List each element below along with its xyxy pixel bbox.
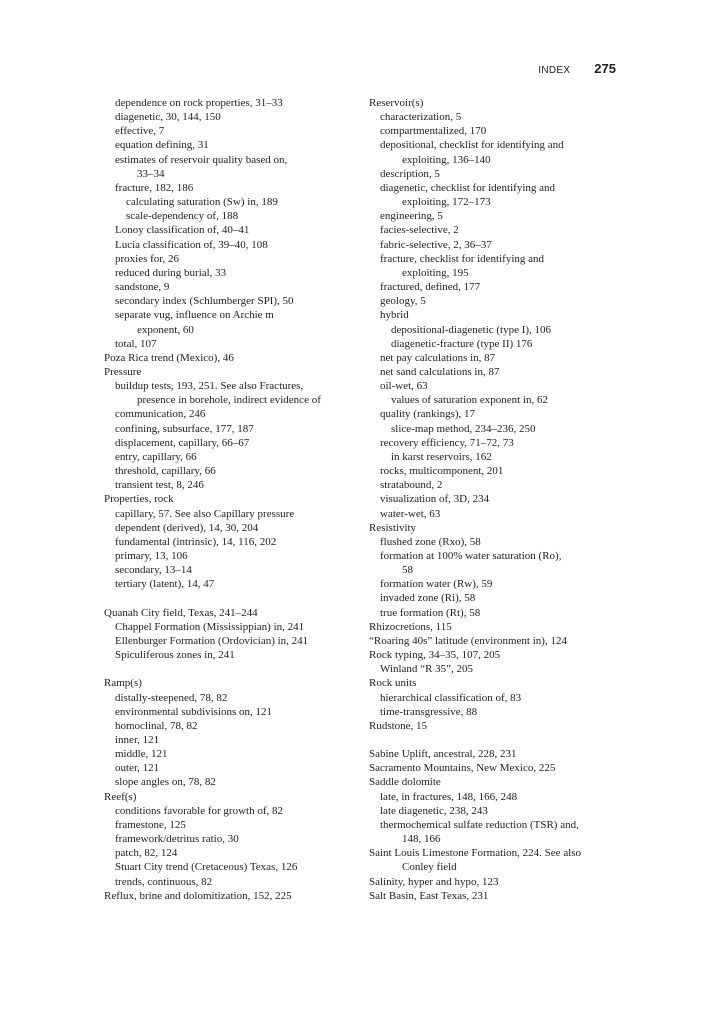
index-main-entry: Reservoir(s) <box>369 97 424 109</box>
index-sub-entry: exploiting, 172–173 <box>402 196 491 209</box>
index-sub-entry: depositional-diagenetic (type I), 106 <box>391 323 552 336</box>
index-main-entry: Salt Basin, East Texas, 231 <box>369 889 489 902</box>
index-sub-entry: 33–34 <box>137 167 165 180</box>
index-column-left <box>104 96 366 903</box>
index-sub-entry: late diagenetic, 238, 243 <box>380 804 488 817</box>
index-sub-entry: 58 <box>402 564 413 577</box>
index-main-entry: Reef(s) <box>104 790 137 803</box>
index-sub-entry: separate vug, influence on Archie m <box>115 309 274 322</box>
index-sub-entry: homoclinal, 78, 82 <box>115 719 198 732</box>
index-sub-entry: rocks, multicomponent, 201 <box>380 465 504 478</box>
index-sub-entry: distally-steepened, 78, 82 <box>115 691 228 704</box>
index-sub-entry: diagenetic, 30, 144, 150 <box>115 111 221 124</box>
index-sub-entry: characterization, 5 <box>380 111 462 124</box>
index-sub-entry: flushed zone (Rxo), 58 <box>380 535 481 548</box>
index-sub-entry: communication, 246 <box>115 408 206 421</box>
index-sub-entry: formation water (Rw), 59 <box>380 578 493 591</box>
running-head: INDEX <box>538 65 571 76</box>
index-sub-entry: conditions favorable for growth of, 82 <box>115 804 284 817</box>
index-sub-entry: Winland “R 35”, 205 <box>380 663 474 676</box>
index-sub-entry: transient test, 8, 246 <box>115 479 204 492</box>
index-sub-entry: buildup tests, 193, 251. See also Fractures, <box>115 380 304 393</box>
index-sub-entry: equation defining, 31 <box>115 139 209 152</box>
index-sub-entry: recovery efficiency, 71–72, 73 <box>380 436 514 449</box>
index-sub-entry: inner, 121 <box>115 734 160 746</box>
index-sub-entry: entry, capillary, 66 <box>115 450 197 463</box>
index-sub-entry: total, 107 <box>115 337 157 350</box>
index-sub-entry: depositional, checklist for identifying and <box>380 139 564 152</box>
index-main-entry: Sabine Uplift, ancestral, 228, 231 <box>369 748 517 761</box>
index-sub-entry: hierarchical classification of, 83 <box>380 691 522 704</box>
index-sub-entry: estimates of reservoir quality based on, <box>115 153 288 166</box>
index-sub-entry: slice-map method, 234–236, 250 <box>391 422 536 435</box>
index-sub-entry: fabric-selective, 2, 36–37 <box>380 238 492 251</box>
index-sub-entry: Lucia classification of, 39–40, 108 <box>115 238 268 251</box>
index-sub-entry: stratabound, 2 <box>380 479 443 492</box>
index-sub-entry: outer, 121 <box>115 762 160 775</box>
index-sub-entry: Chappel Formation (Mississippian) in, 241 <box>115 620 305 633</box>
index-sub-entry: hybrid <box>380 309 409 322</box>
index-sub-entry: secondary index (Schlumberger SPI), 50 <box>115 295 294 308</box>
index-sub-entry: time-transgressive, 88 <box>380 705 478 718</box>
index-sub-entry: water-wet, 63 <box>380 507 441 520</box>
index-sub-entry: exponent, 60 <box>137 323 194 336</box>
index-sub-entry: formation at 100% water saturation (Ro), <box>380 550 562 562</box>
index-sub-entry: true formation (Rt), 58 <box>380 606 481 619</box>
index-sub-entry: tertiary (latent), 14, 47 <box>115 578 215 591</box>
index-sub-entry: description, 5 <box>380 167 440 180</box>
index-sub-entry: patch, 82, 124 <box>115 847 178 860</box>
index-main-entry: Properties, rock <box>104 493 174 506</box>
index-sub-entry: middle, 121 <box>115 748 168 761</box>
index-sub-entry: visualization of, 3D, 234 <box>380 493 490 506</box>
index-sub-entry: dependence on rock properties, 31–33 <box>115 97 283 109</box>
index-sub-entry: threshold, capillary, 66 <box>115 465 216 478</box>
index-sub-entry: framestone, 125 <box>115 818 186 831</box>
index-sub-entry: facies-selective, 2 <box>380 224 459 237</box>
index-sub-entry: 148, 166 <box>402 833 441 846</box>
index-sub-entry: fracture, 182, 186 <box>115 181 194 194</box>
index-main-entry: Rock typing, 34–35, 107, 205 <box>369 649 501 662</box>
index-sub-entry: oil-wet, 63 <box>380 380 428 393</box>
index-sub-entry: calculating saturation (Sw) in, 189 <box>126 196 278 209</box>
index-sub-entry: sandstone, 9 <box>115 281 170 294</box>
index-sub-entry: slope angles on, 78, 82 <box>115 776 216 789</box>
index-main-entry: Poza Rica trend (Mexico), 46 <box>104 351 234 364</box>
index-main-entry: Ramp(s) <box>104 677 142 690</box>
index-sub-entry: effective, 7 <box>115 125 165 138</box>
index-sub-entry: presence in borehole, indirect evidence of <box>137 394 321 407</box>
index-sub-entry: engineering, 5 <box>380 210 443 223</box>
page-number: 275 <box>594 61 616 76</box>
index-sub-entry: framework/detritus ratio, 30 <box>115 833 239 846</box>
index-sub-entry: fracture, checklist for identifying and <box>380 252 545 265</box>
index-sub-entry: capillary, 57. See also Capillary pressure <box>115 507 295 520</box>
index-main-entry: Sacramento Mountains, New Mexico, 225 <box>369 762 556 775</box>
index-main-entry: Rhizocretions, 115 <box>369 620 452 633</box>
index-sub-entry: Lonoy classification of, 40–41 <box>115 224 250 237</box>
index-sub-entry: diagenetic-fracture (type II) 176 <box>391 337 533 350</box>
index-main-entry: Salinity, hyper and hypo, 123 <box>369 875 499 888</box>
index-sub-entry: scale-dependency of, 188 <box>126 210 239 223</box>
index-sub-entry: invaded zone (Ri), 58 <box>380 592 476 605</box>
index-sub-entry: reduced during burial, 33 <box>115 266 227 279</box>
page-header <box>538 61 616 76</box>
index-sub-entry: environmental subdivisions on, 121 <box>115 705 273 718</box>
index-sub-entry: primary, 13, 106 <box>115 550 188 562</box>
index-sub-entry: exploiting, 195 <box>402 266 469 279</box>
index-sub-entry: confining, subsurface, 177, 187 <box>115 422 254 435</box>
index-sub-entry: trends, continuous, 82 <box>115 875 213 888</box>
index-sub-entry: exploiting, 136–140 <box>402 153 491 166</box>
index-sub-entry: quality (rankings), 17 <box>380 408 476 421</box>
index-sub-entry: compartmentalized, 170 <box>380 125 487 138</box>
index-sub-entry: in karst reservoirs, 162 <box>391 450 492 463</box>
index-sub-entry: secondary, 13–14 <box>115 564 192 577</box>
index-sub-entry: net pay calculations in, 87 <box>380 351 496 364</box>
section-gap <box>369 733 631 747</box>
index-sub-entry: Spiculiferous zones in, 241 <box>115 649 235 662</box>
index-sub-entry: geology, 5 <box>380 295 426 308</box>
index-main-entry: Rudstone, 15 <box>369 719 428 732</box>
index-sub-entry: proxies for, 26 <box>115 252 180 265</box>
section-gap <box>104 591 366 605</box>
index-sub-entry: fractured, defined, 177 <box>380 281 481 294</box>
index-column-right <box>369 96 631 903</box>
index-main-entry: Saddle dolomite <box>369 776 441 789</box>
section-gap <box>104 662 366 676</box>
index-main-entry: Reflux, brine and dolomitization, 152, 225 <box>104 889 292 902</box>
index-main-entry: Rock units <box>369 677 417 690</box>
index-sub-entry: Ellenburger Formation (Ordovician) in, 241 <box>115 634 309 647</box>
index-sub-entry: values of saturation exponent in, 62 <box>391 394 549 407</box>
index-main-entry: Resistivity <box>369 521 417 534</box>
index-sub-entry: diagenetic, checklist for identifying and <box>380 181 556 194</box>
index-sub-entry: net sand calculations in, 87 <box>380 365 500 378</box>
index-sub-entry: thermochemical sulfate reduction (TSR) and, <box>380 818 579 831</box>
index-sub-entry: fundamental (intrinsic), 14, 116, 202 <box>115 535 277 548</box>
index-sub-entry: displacement, capillary, 66–67 <box>115 436 250 449</box>
index-sub-entry: Conley field <box>402 861 457 874</box>
index-sub-entry: late, in fractures, 148, 166, 248 <box>380 790 518 803</box>
index-sub-entry: dependent (derived), 14, 30, 204 <box>115 521 259 534</box>
index-main-entry: “Roaring 40s” latitude (environment in), 124 <box>369 634 567 647</box>
index-main-entry: Pressure <box>104 365 142 378</box>
index-main-entry: Saint Louis Limestone Formation, 224. See also <box>369 847 582 860</box>
index-main-entry: Quanah City field, Texas, 241–244 <box>104 606 258 619</box>
index-sub-entry: Stuart City trend (Cretaceous) Texas, 126 <box>115 861 298 874</box>
